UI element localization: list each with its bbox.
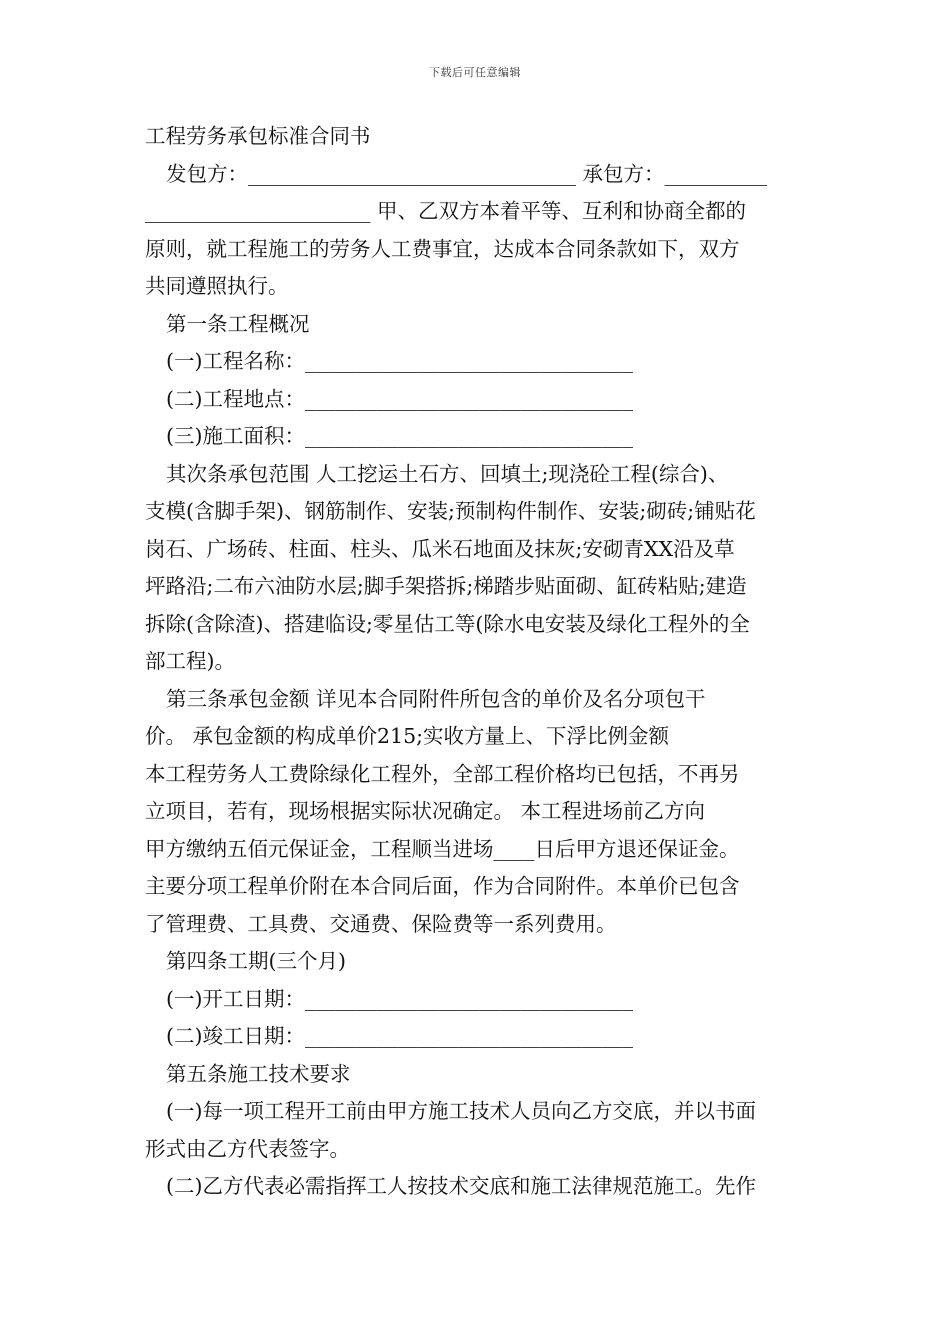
body-line: 立项目，若有，现场根据实际状况确定。 本工程进场前乙方向: [145, 799, 706, 823]
body-line: 原则，就工程施工的劳务人工费事宜，达成本合同条款如下，双方: [145, 236, 740, 261]
field-line: (一)开工日期：________________________________: [166, 986, 633, 1011]
body-line: ______________________ 甲、乙双方本着平等、互利和协商全都的: [145, 199, 747, 223]
body-line: 岗石、广场砖、柱面、柱头、瓜米石地面及抹灰;安砌青XX沿及草: [145, 536, 735, 561]
section-heading: 第一条工程概况: [166, 311, 310, 336]
field-line: (一)工程名称：________________________________: [166, 349, 633, 373]
body-line: (二)乙方代表必需指挥工人按技术交底和施工法律规范施工。先作: [166, 1174, 756, 1198]
document-title: 工程劳务承包标准合同书: [145, 124, 371, 148]
body-line: 拆除(含除渣)、搭建临设;零星估工等(除水电安装及绿化工程外的全: [145, 611, 750, 636]
body-line: 形式由乙方代表签字。: [145, 1136, 350, 1161]
field-line: (二)竣工日期：________________________________: [166, 1024, 633, 1048]
page-header: 下载后可任意编辑: [429, 66, 521, 79]
body-line: (一)每一项工程开工前由甲方施工技术人员向乙方交底，并以书面: [166, 1099, 756, 1123]
body-line: 部工程)。: [145, 649, 235, 673]
body-line: 主要分项工程单价附在本合同后面，作为合同附件。本单价已包含: [145, 874, 740, 898]
section-heading: 其次条承包范围 人工挖运土石方、回填土;现浇砼工程(综合)、: [166, 461, 729, 486]
field-line: (三)施工面积：________________________________: [166, 424, 633, 448]
body-line: 坪路沿;二布六油防水层;脚手架搭拆;梯踏步贴面砌、缸砖粘贴;建造: [145, 574, 747, 598]
body-line: 支模(含脚手架)、钢筋制作、安装;预制构件制作、安装;砌砖;铺贴花: [145, 499, 756, 523]
section-heading: 第四条工期(三个月): [166, 949, 346, 973]
body-line: 价。 承包金额的构成单价215;实收方量上、下浮比例金额: [145, 724, 670, 748]
party-line: 发包方：________________________________ 承包方：__________: [166, 161, 768, 186]
body-line: 共同遵照执行。: [145, 274, 289, 298]
body-line: 了管理费、工具费、交通费、保险费等一系列费用。: [145, 911, 617, 936]
body-line: 甲方缴纳五佰元保证金，工程顺当进场____日后甲方退还保证金。: [145, 836, 740, 861]
field-line: (二)工程地点：________________________________: [166, 386, 633, 411]
section-heading: 第三条承包金额 详见本合同附件所包含的单价及名分项包干: [166, 686, 706, 711]
document-body: [145, 118, 810, 1206]
body-line: 本工程劳务人工费除绿化工程外，全部工程价格均已包括，不再另: [145, 761, 740, 786]
section-heading: 第五条施工技术要求: [166, 1061, 351, 1086]
